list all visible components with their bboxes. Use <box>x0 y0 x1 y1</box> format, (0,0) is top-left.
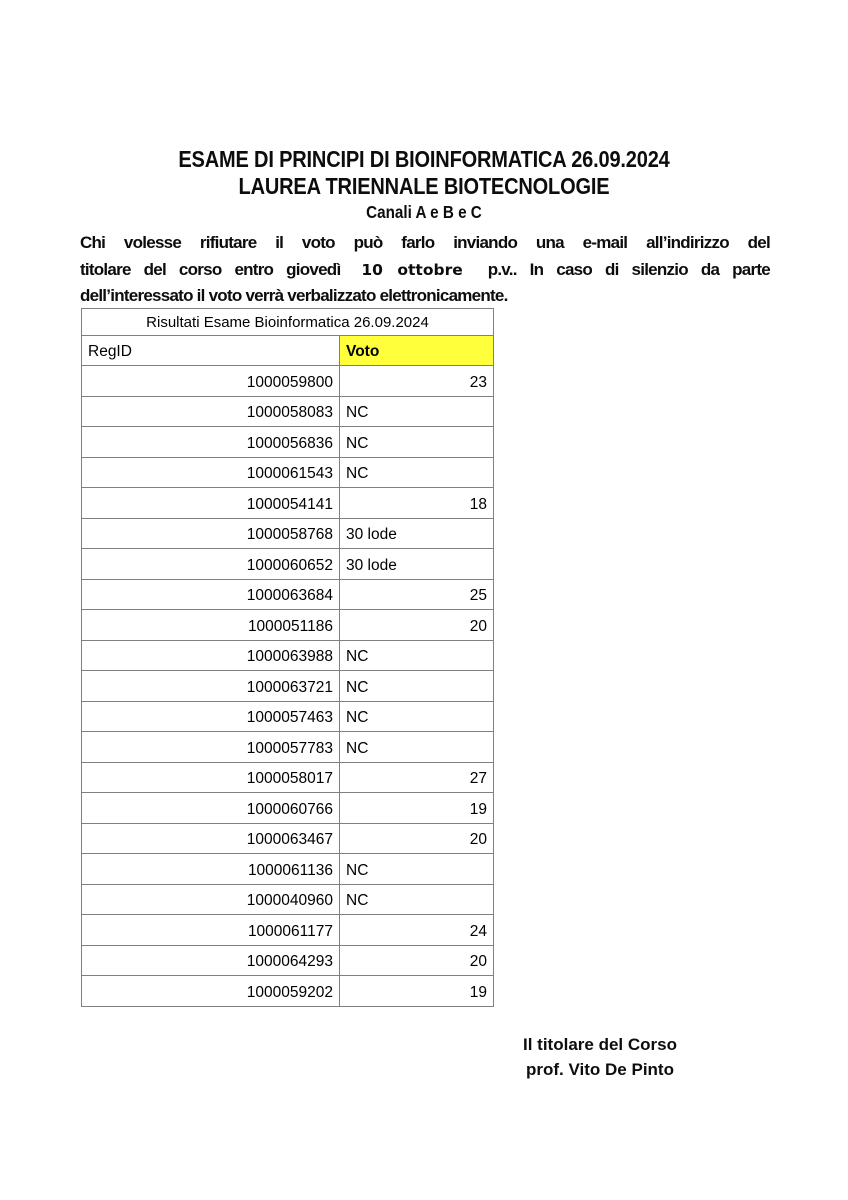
voto-cell: 30 lode <box>340 549 494 580</box>
voto-cell: 19 <box>340 793 494 824</box>
voto-cell: 20 <box>340 823 494 854</box>
voto-cell: NC <box>340 854 494 885</box>
table-row <box>82 915 494 946</box>
table-row <box>82 427 494 458</box>
regid-cell: 1000057783 <box>82 732 340 763</box>
page-subtitle-channels: Canali A e B e C <box>366 202 482 222</box>
regid-cell: 1000060652 <box>82 549 340 580</box>
regid-cell: 1000060766 <box>82 793 340 824</box>
notice-line-2 <box>80 257 770 284</box>
deadline-date: 10 ottobre <box>361 260 463 279</box>
table-row <box>82 549 494 580</box>
table-row <box>82 732 494 763</box>
regid-cell: 1000056836 <box>82 427 340 458</box>
notice-paragraph <box>80 230 770 310</box>
regid-cell: 1000040960 <box>82 884 340 915</box>
table-row <box>82 366 494 397</box>
regid-cell: 1000063467 <box>82 823 340 854</box>
regid-cell: 1000058768 <box>82 518 340 549</box>
voto-cell: 19 <box>340 976 494 1007</box>
table-row <box>82 640 494 671</box>
table-row <box>82 823 494 854</box>
page-subtitle: LAUREA TRIENNALE BIOTECNOLOGIE <box>238 173 610 199</box>
regid-cell: 1000061136 <box>82 854 340 885</box>
table-title-row <box>82 309 494 336</box>
table-body <box>82 309 494 1007</box>
regid-cell: 1000059202 <box>82 976 340 1007</box>
table-row <box>82 488 494 519</box>
notice-line-2-after: p.v.. In caso di silenzio da parte <box>487 259 770 279</box>
voto-cell: NC <box>340 732 494 763</box>
voto-cell: 30 lode <box>340 518 494 549</box>
table-row <box>82 945 494 976</box>
table-row <box>82 701 494 732</box>
voto-cell: 24 <box>340 915 494 946</box>
signature-name: prof. Vito De Pinto <box>526 1060 674 1079</box>
regid-cell: 1000051186 <box>82 610 340 641</box>
voto-cell: NC <box>340 640 494 671</box>
regid-cell: 1000063684 <box>82 579 340 610</box>
signature-role: Il titolare del Corso <box>523 1035 677 1054</box>
table-row <box>82 793 494 824</box>
regid-cell: 1000063721 <box>82 671 340 702</box>
table-row <box>82 518 494 549</box>
regid-cell: 1000061177 <box>82 915 340 946</box>
table-row <box>82 884 494 915</box>
page-title: ESAME DI PRINCIPI DI BIOINFORMATICA 26.09.2024 <box>178 146 670 172</box>
voto-cell: NC <box>340 457 494 488</box>
regid-cell: 1000057463 <box>82 701 340 732</box>
regid-cell: 1000058083 <box>82 396 340 427</box>
table-row <box>82 976 494 1007</box>
regid-cell: 1000061543 <box>82 457 340 488</box>
table-row <box>82 610 494 641</box>
results-table <box>81 308 494 1007</box>
regid-cell: 1000054141 <box>82 488 340 519</box>
voto-cell: NC <box>340 671 494 702</box>
table-row <box>82 579 494 610</box>
regid-cell: 1000058017 <box>82 762 340 793</box>
signature-block <box>420 1032 780 1082</box>
voto-cell: 20 <box>340 610 494 641</box>
regid-cell: 1000063988 <box>82 640 340 671</box>
table-row <box>82 762 494 793</box>
voto-cell: NC <box>340 427 494 458</box>
voto-cell: NC <box>340 396 494 427</box>
regid-cell: 1000059800 <box>82 366 340 397</box>
voto-column-header: Voto <box>340 336 494 366</box>
voto-cell: 27 <box>340 762 494 793</box>
table-row <box>82 854 494 885</box>
table-title: Risultati Esame Bioinformatica 26.09.2024 <box>82 309 494 336</box>
voto-cell: 25 <box>340 579 494 610</box>
document-header <box>0 146 848 224</box>
notice-line-2-before: titolare del corso entro giovedì <box>80 259 341 279</box>
voto-cell: NC <box>340 701 494 732</box>
voto-cell: NC <box>340 884 494 915</box>
regid-column-header: RegID <box>82 336 340 366</box>
notice-line-1: Chi volesse rifiutare il voto può farlo inviando una e-mail all’indirizzo del <box>80 233 770 252</box>
voto-cell: 23 <box>340 366 494 397</box>
table-row <box>82 457 494 488</box>
regid-cell: 1000064293 <box>82 945 340 976</box>
notice-line-3: dell’interessato il voto verrà verbalizzato elettronicamente. <box>80 286 508 305</box>
table-row <box>82 671 494 702</box>
table-header-row <box>82 336 494 366</box>
voto-cell: 18 <box>340 488 494 519</box>
voto-cell: 20 <box>340 945 494 976</box>
table-row <box>82 396 494 427</box>
